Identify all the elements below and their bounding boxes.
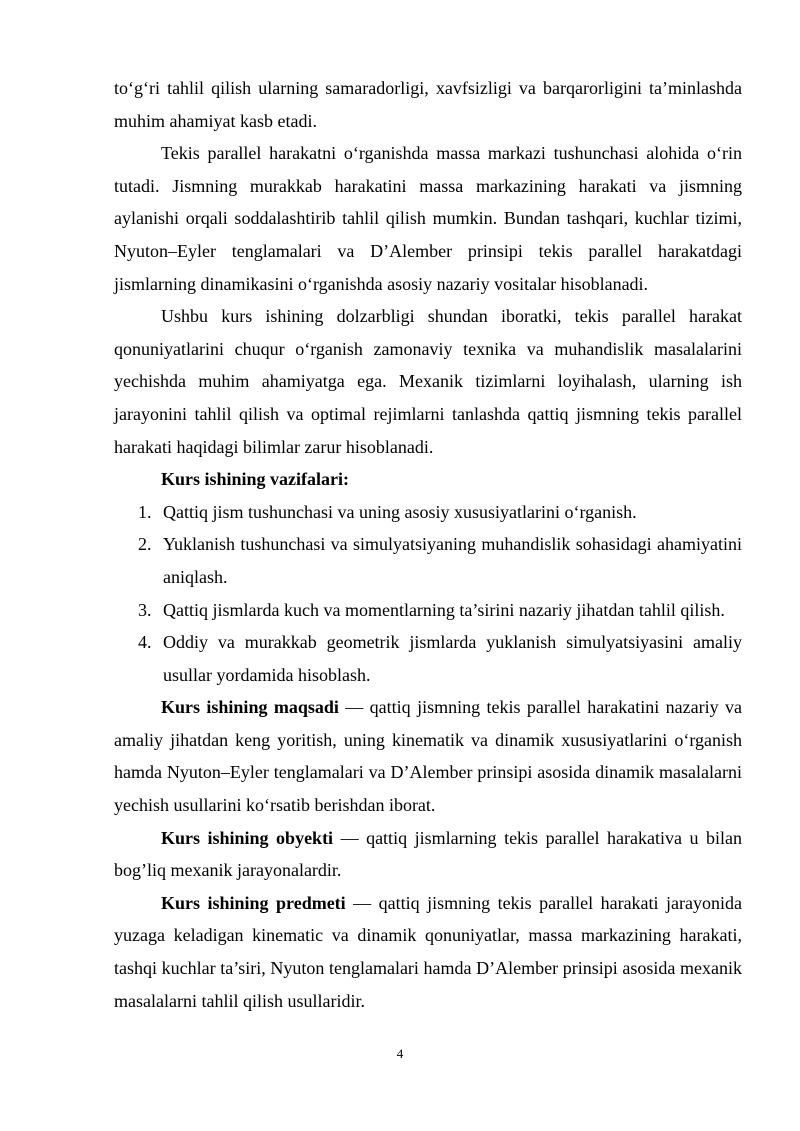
list-item-number: 2.	[138, 534, 152, 555]
list-item-number: 1.	[138, 501, 152, 522]
paragraph-relevance: Ushbu kurs ishining dolzarbligi shundan iboratki, tekis parallel harakat qonuniyatlarini chuqur o‘rganish zamonaviy texnika va muhandislik masalalarini yechishda muhim ahamiyatga ega. Mexanik tizimlarni loyihalash, ularning ish jarayonini tahlil qilish va optimal rejimlarni tanlashda qattiq jismning tekis parallel harakati haqidagi bilimlar zarur hisoblanadi.	[114, 306, 742, 457]
subject-text: — qattiq jismning tekis parallel harakati jarayonida yuzaga keladigan kinematic va dinamik qonuniyatlar, massa markazining harakati, tashqi kuchlar ta’siri, Nyuton tenglamalari hamda D’Alember prinsipi asosida mexanik masalalarni tahlil qilish usullaridir.	[114, 892, 743, 1011]
paragraph-goal	[114, 691, 742, 821]
list-item-text: Qattiq jismlarda kuch va momentlarning ta’sirini nazariy jihatdan tahlil qilish.	[163, 599, 725, 620]
page-number: 4	[396, 1046, 404, 1061]
paragraph-mass-center: Tekis parallel harakatni o‘rganishda massa markazi tushunchasi alohida o‘rin tutadi. Jismning murakkab harakatini massa markazining harakati va jismning aylanishi orqali soddalashtirib tahlil qilish mumkin. Bundan tashqari, kuchlar tizimi, Nyuton–Eyler tenglamalari va D’Alember prinsipi tekis parallel harakatdagi jismlarning dinamikasini o‘rganishda asosiy nazariy vositalar hisoblanadi.	[114, 143, 742, 294]
goal-text: — qattiq jismning tekis parallel harakatini nazariy va amaliy jihatdan keng yoritish, uning kinematik va dinamik xususiyatlarini o‘rganish hamda Nyuton–Eyler tenglamalari va D’Alember prinsipi asosida dinamik masalalarni yechish usullarini ko‘rsatib berishdan iborat.	[114, 697, 742, 816]
paragraph-continuation: to‘g‘ri tahlil qilish ularning samaradorligi, xavfsizligi va barqarorligini ta’minlashda muhim ahamiyat kasb etadi.	[114, 78, 742, 131]
tasks-list	[114, 496, 742, 692]
list-item-text: Oddiy va murakkab geometrik jismlarda yuklanish simulyatsiyasini amaliy usullar yordamida hisoblash.	[163, 632, 742, 685]
tasks-heading: Kurs ishining vazifalari:	[161, 469, 350, 490]
list-item	[114, 496, 742, 529]
list-item-number: 3.	[138, 599, 152, 620]
list-item	[114, 626, 742, 691]
object-text: — qattiq jismlarning tekis parallel harakativa u bilan bog’liq mexanik jarayonalardir.	[114, 827, 742, 881]
list-item-text: Qattiq jism tushunchasi va uning asosiy xususiyatlarini o‘rganish.	[163, 501, 637, 522]
object-label: Kurs ishining obyekti	[161, 827, 334, 848]
list-item-text: Yuklanish tushunchasi va simulyatsiyaning muhandislik sohasidagi ahamiyatini aniqlash.	[163, 534, 742, 587]
list-item	[114, 594, 742, 627]
page-content	[114, 72, 742, 1017]
list-item-number: 4.	[138, 632, 152, 653]
paragraph-subject	[114, 887, 742, 1017]
subject-label: Kurs ishining predmeti	[161, 892, 346, 913]
list-item	[114, 528, 742, 593]
goal-label: Kurs ishining maqsadi	[161, 697, 339, 718]
paragraph-object	[114, 822, 742, 887]
